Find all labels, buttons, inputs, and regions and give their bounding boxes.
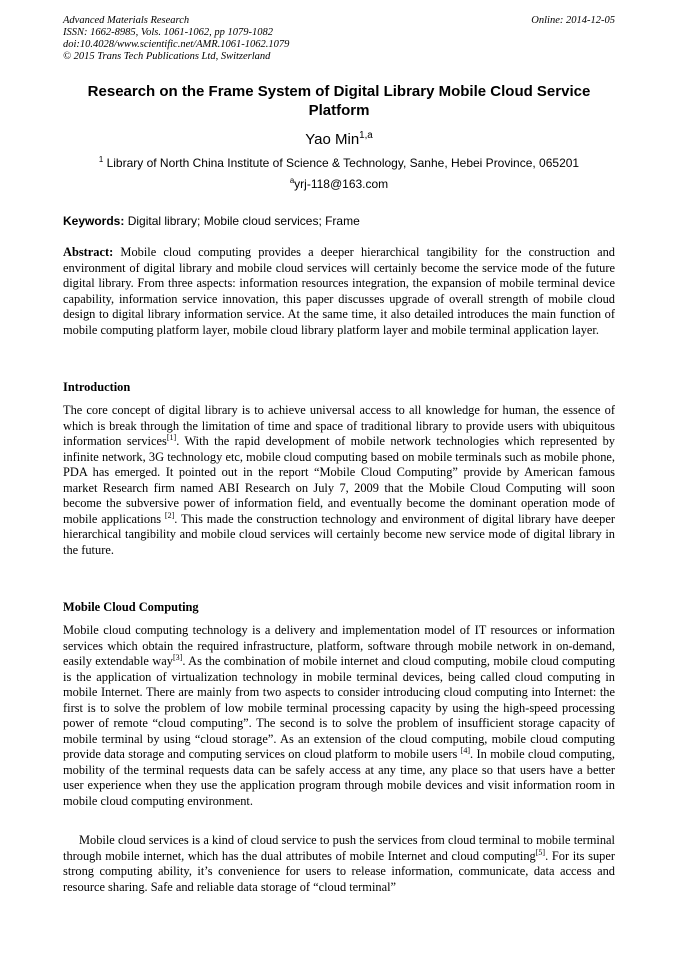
introduction-heading: Introduction <box>63 380 131 394</box>
mobile-cloud-paragraph-2 <box>63 833 615 895</box>
abstract-label: Abstract: <box>63 245 114 259</box>
email-line <box>63 177 615 192</box>
citation-4: [4] <box>460 745 471 755</box>
affiliation-line <box>63 156 615 171</box>
doi-line: doi:10.4028/www.scientific.net/AMR.1061-1062.1079 <box>63 39 290 50</box>
keywords-label: Keywords: <box>63 214 125 228</box>
mcc2-text-part-2: . For its super strong computing ability, it’s convenience for users to release information, communicate, data access and resource sharing. Safe and reliable data storage of “cloud terminal” <box>63 848 615 894</box>
keywords-text: Digital library; Mobile cloud services; Frame <box>127 214 360 228</box>
mcc-text-part-1: Mobile cloud computing technology is a delivery and implementation model of IT resources or information services which obtain the required infrastructure, platform, software through mobile network in on-demand, easily extendable way <box>63 623 615 668</box>
mcc-text-part-2: . As the combination of mobile internet and cloud computing, mobile cloud computing is the application of virtualization technology in mobile terminal devices, being called cloud computing in mobile Internet. There are mainly from two aspects to consider introducing cloud computing into Internet: the first is to solve the problem of low mobile terminal processing capacity by using the high-speed processing power of remote “cloud computing”. The second is to solve the problem of insufficient storage capacity of mobile terminal by using “cloud storage”. As an extension of the cloud computing, mobile cloud computing provide data storage and computing services on cloud platform to mobile users <box>63 654 616 761</box>
affiliation-superscript: 1 <box>98 155 104 164</box>
citation-5: [5] <box>535 847 546 857</box>
author-superscript: 1,a <box>359 130 373 141</box>
author-line <box>63 131 615 149</box>
email-superscript: a <box>289 176 295 185</box>
copyright-line: © 2015 Trans Tech Publications Ltd, Switzerland <box>63 51 271 62</box>
issn-line: ISSN: 1662-8985, Vols. 1061-1062, pp 1079-1082 <box>63 27 273 38</box>
mcc2-text-part-1: Mobile cloud services is a kind of cloud service to push the services from cloud terminal to mobile terminal through mobile internet, which has the dual attributes of mobile Internet and cloud computing <box>63 833 615 863</box>
mcc-text-part-3: . In mobile cloud computing, mobility of the terminal requests data can be safely access at any time, any place so that users have a better user experience when they use the application program through mobile devices and visit information room in mobile cloud computing environment. <box>63 747 615 808</box>
paper-title: Research on the Frame System of Digital Library Mobile Cloud Service Platform <box>87 83 591 119</box>
keywords-line <box>63 214 615 229</box>
citation-3: [3] <box>172 652 183 662</box>
online-date: Online: 2014-12-05 <box>531 15 615 26</box>
abstract-text: Mobile cloud computing provides a deeper hierarchical tangibility for the construction and environment of digital library and mobile cloud services will certainly become the service mode of the future digital library. From three aspects: information resources integration, the expansion of mobile terminal device capability, information service innovation, this paper discusses upgrade of overall strength of mobile cloud design to digital library information service. At the same time, it also detailed introduces the main function of mobile computing platform layer, mobile cloud library platform layer and mobile terminal application layer. <box>63 245 615 337</box>
affiliation-text: Library of North China Institute of Science & Technology, Sanhe, Hebei Province, 065201 <box>106 156 580 170</box>
author-email: yrj-118@163.com <box>294 177 389 191</box>
citation-2: [2] <box>164 510 175 520</box>
mobile-cloud-paragraph-1 <box>63 623 615 809</box>
citation-1: [1] <box>166 432 177 442</box>
introduction-paragraph <box>63 403 615 558</box>
abstract-paragraph <box>63 245 615 338</box>
intro-text-part-3: . This made the construction technology and environment of digital library have deeper hierarchical tangibility and mobile cloud services will certainly become new service mode of digital library in the future. <box>63 511 615 557</box>
intro-text-part-1: The core concept of digital library is to achieve universal access to all knowledge for human, the essence of which is break through the limitation of time and space of traditional library to provide users with ubiquitous information services <box>63 403 615 448</box>
author-name: Yao Min <box>305 131 360 148</box>
mobile-cloud-heading: Mobile Cloud Computing <box>63 600 199 614</box>
publication-info <box>63 15 289 63</box>
journal-name: Advanced Materials Research <box>63 15 190 26</box>
intro-text-part-2: . With the rapid development of mobile network technologies which represented by infinite network, 3G technology etc, mobile cloud computing based on mobile terminals such as mobile phone, PDA has emerged. It pointed out in the report “Mobile Cloud Computing” provide by American famous market Research firm named ABI Research on July 7, 2009 that the Mobile Cloud Computing will soon become the subversive power of information field, and eventually become the dominant operation mode of mobile applications <box>63 434 615 526</box>
